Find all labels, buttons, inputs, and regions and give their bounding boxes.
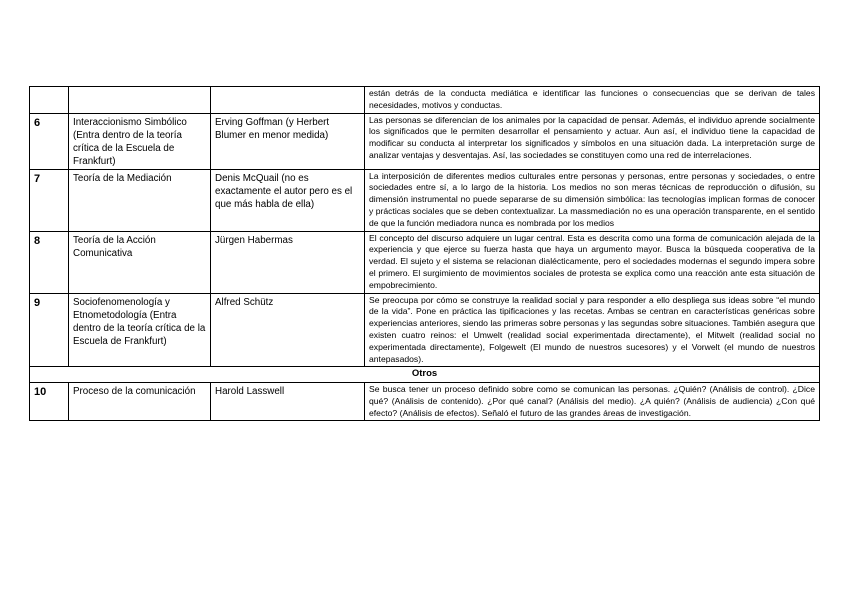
theory-description: Se preocupa por cómo se construye la realidad social y para responder a ello despliega sus ideas sobre “el mundo de la vida”. Pone en práctica las tipificaciones y las recetas. Ambas se centran en características genéricas sobre experiencias anteriores, siendo las primeras sobre personas y las segundas sobre situaciones. También asegura que existen cuatro reinos: el Umwelt (realidad social experimentada directamente), el Mitwelt (realidad social no experimentada directamente), Folgewelt (El mundo de nuestros sucesores) y el Vorwelt (el mundo de nuestros antepasados). [365,293,820,367]
theory-description: El concepto del discurso adquiere un lugar central. Esta es descrita como una forma de comunicación alejada de la experiencia y que ejerce su fuerza hasta que haya un argumento mayor. Busca la búsqueda cooperativa de la verdad. El sujeto y el sistema se relacionan dialécticamente, pero el sociedades modernas el segundo impera sobre el primero. El surgimiento de movimientos sociales de protesta se explica como una reacción ante esta situación de empobrecimiento. [365,231,820,293]
theory-description: Las personas se diferencian de los animales por la capacidad de pensar. Además, el individuo aprende socialmente los significados que le permiten desarrollar el pensamiento y actuar. Aun así, el individuo tiene la capacidad de modificar su conducta al interpretar los significados y símbolos en una situación dada. La interpretación surge de analizar ventajas y desventajas. Así, las sociedades se constituyen como una red de interrelaciones. [365,113,820,169]
table-row [30,231,820,293]
theory-name: Proceso de la comunicación [69,383,211,421]
row-number: 6 [30,113,69,169]
row-number: 8 [30,231,69,293]
table-row [30,293,820,367]
row-number [30,87,69,114]
theory-author: Denis McQuail (no es exactamente el autor pero es el que más habla de ella) [211,169,365,231]
table-row [30,87,820,114]
row-number: 10 [30,383,69,421]
theory-author [211,87,365,114]
theory-name [69,87,211,114]
table-row [30,113,820,169]
theory-author: Jürgen Habermas [211,231,365,293]
row-number: 7 [30,169,69,231]
theory-name: Interaccionismo Simbólico (Entra dentro de la teoría crítica de la Escuela de Frankfurt) [69,113,211,169]
theory-name: Teoría de la Acción Comunicativa [69,231,211,293]
table-row [30,169,820,231]
theory-description: Se busca tener un proceso definido sobre como se comunican las personas. ¿Quién? (Análisis de control). ¿Dice qué? (Análisis de contenido). ¿Por qué canal? (Análisis del medio). ¿A quién? (Análisis de audiencia) ¿Con qué efecto? (Análisis de efectos). Señaló el futuro de las grandes áreas de investigación. [365,383,820,421]
row-number: 9 [30,293,69,367]
theory-name: Teoría de la Mediación [69,169,211,231]
section-label: Otros [30,367,820,383]
theory-author: Erving Goffman (y Herbert Blumer en menor medida) [211,113,365,169]
table-row [30,383,820,421]
theory-name: Sociofenomenología y Etnometodología (Entra dentro de la teoría crítica de la Escuela de Frankfurt) [69,293,211,367]
theory-author: Harold Lasswell [211,383,365,421]
section-header-row [30,367,820,383]
theory-author: Alfred Schütz [211,293,365,367]
theory-description: están detrás de la conducta mediática e identificar las funciones o consecuencias que se derivan de tales necesidades, motivos y conductas. [365,87,820,114]
theory-description: La interposición de diferentes medios culturales entre personas y personas, entre personas y sociedades, o entre sociedades entre sí, a lo largo de la historia. Los medios no son meras técnicas de reproducción o difusión, su dimensión instrumental no puede separarse de su dimensión simbólica: las tecnologías implican formas de conocer y prácticas sociales que se deben contextualizar. La massmediación no es una operación transparente, en el sentido de que la función mediadora nunca es nombrada por los medios [365,169,820,231]
theories-table [29,86,820,421]
